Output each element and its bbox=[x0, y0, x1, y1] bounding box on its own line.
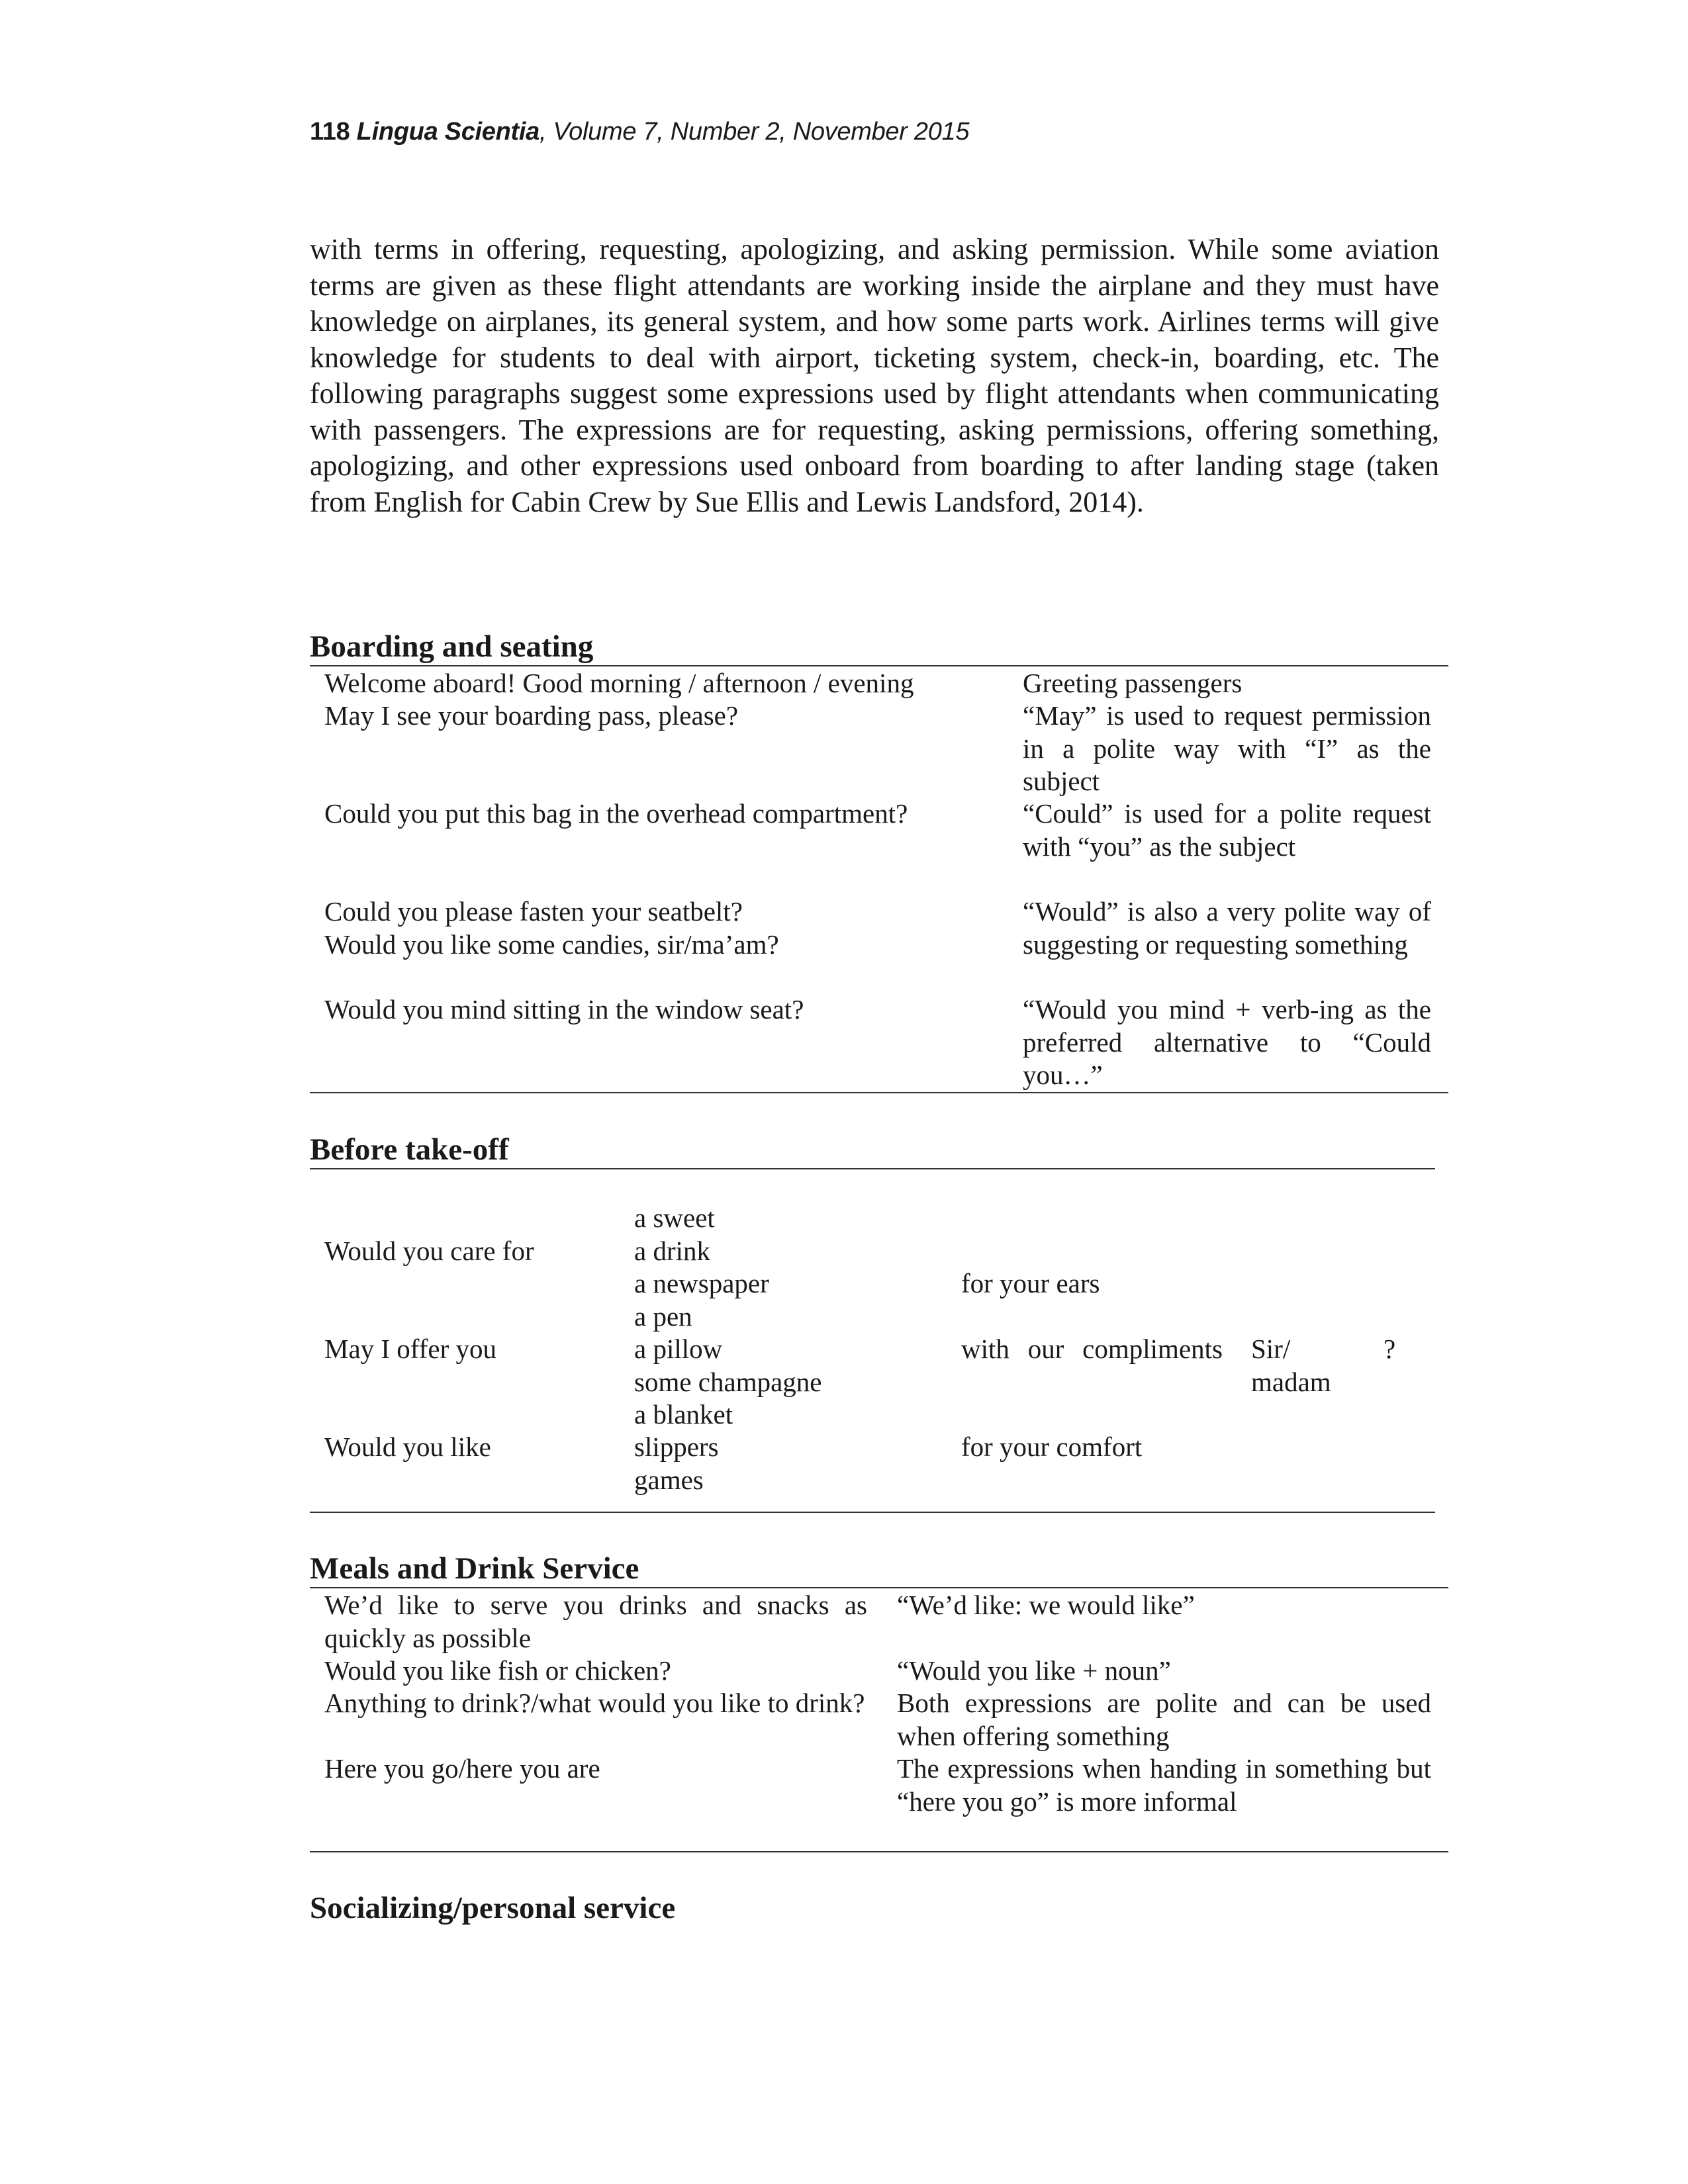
meals-row-4-note: The expressions when handing in something but “here you go” is more informal bbox=[897, 1753, 1431, 1817]
boarding-row-4-expression: Could you please fasten your seatbelt? Would you like some candies, sir/ma’am? bbox=[324, 896, 779, 960]
meals-row-3-note: Both expressions are polite and can be used when offering something bbox=[897, 1688, 1431, 1751]
takeoff-address: Sir/ madam bbox=[1251, 1334, 1331, 1397]
takeoff-item: a drink bbox=[634, 1236, 710, 1266]
takeoff-item: a newspaper bbox=[634, 1268, 769, 1298]
running-header bbox=[310, 118, 969, 146]
takeoff-purpose: for your ears bbox=[961, 1268, 1100, 1298]
boarding-row-3-note: “Could” is used for a polite request with “you” as the subject bbox=[1023, 798, 1431, 862]
boarding-row-2-note: “May” is used to request permission in a polite way with “I” as the subject bbox=[1023, 700, 1431, 796]
takeoff-item: a sweet bbox=[634, 1203, 715, 1233]
boarding-row-3-expression: Could you put this bag in the overhead compartment? bbox=[324, 798, 908, 829]
takeoff-top-rule bbox=[310, 1168, 1435, 1169]
journal-name: Lingua Scientia bbox=[356, 118, 539, 146]
meals-row-1-note: “We’d like: we would like” bbox=[897, 1590, 1195, 1620]
takeoff-opener: Would you like bbox=[324, 1432, 491, 1462]
takeoff-question-mark: ? bbox=[1383, 1334, 1396, 1364]
meals-row-1-expression: We’d like to serve you drinks and snacks as quickly as possible bbox=[324, 1590, 867, 1653]
issue-info: , Volume 7, Number 2, November 2015 bbox=[539, 118, 970, 146]
boarding-row-5-expression: Would you mind sitting in the window seat? bbox=[324, 994, 804, 1024]
section-title-socializing: Socializing/personal service bbox=[310, 1891, 676, 1925]
meals-row-2-note: “Would you like + noun” bbox=[897, 1655, 1171, 1686]
takeoff-item: a pillow bbox=[634, 1334, 723, 1364]
takeoff-item: a blanket bbox=[634, 1399, 733, 1430]
intro-paragraph: with terms in offering, requesting, apologizing, and asking permission. While some aviation terms are given as these flight attendants are working inside the airplane and they must have knowledge on airplanes, its general system, and how some parts work. Airlines terms will give knowledge for students to deal with airport, ticketing system, check-in, boarding, etc. The following paragraphs suggest some expressions used by flight attendants when communicating with passengers. The expressions are for requesting, asking permissions, offering something, apologizing, and other expressions used onboard from boarding to after landing stage (taken from English for Cabin Crew by Sue Ellis and Lewis Landsford, 2014). bbox=[310, 233, 1439, 518]
boarding-row-4-note: “Would” is also a very polite way of suggesting or requesting something bbox=[1023, 896, 1431, 960]
meals-row-4-expression: Here you go/here you are bbox=[324, 1753, 600, 1784]
meals-row-2-expression: Would you like fish or chicken? bbox=[324, 1655, 671, 1686]
takeoff-opener: Would you care for bbox=[324, 1236, 534, 1266]
takeoff-item: a pen bbox=[634, 1301, 692, 1332]
boarding-row-1-note: Greeting passengers bbox=[1023, 668, 1243, 698]
meals-top-rule bbox=[310, 1587, 1448, 1588]
takeoff-bottom-rule bbox=[310, 1512, 1435, 1513]
boarding-row-5-note: “Would you mind + verb-ing as the preferred alternative to “Could you…” bbox=[1023, 994, 1431, 1090]
takeoff-item: slippers bbox=[634, 1432, 719, 1462]
takeoff-opener: May I offer you bbox=[324, 1334, 496, 1364]
takeoff-item: some champagne bbox=[634, 1367, 822, 1397]
meals-bottom-rule bbox=[310, 1851, 1448, 1852]
section-title-takeoff: Before take-off bbox=[310, 1132, 509, 1167]
takeoff-purpose: for your comfort bbox=[961, 1432, 1143, 1462]
section-title-boarding: Boarding and seating bbox=[310, 629, 594, 664]
boarding-row-1-expression: Welcome aboard! Good morning / afternoon / evening bbox=[324, 668, 914, 698]
boarding-row-2-expression: May I see your boarding pass, please? bbox=[324, 700, 739, 731]
boarding-top-rule bbox=[310, 665, 1448, 666]
page-number: 118 bbox=[310, 118, 350, 146]
takeoff-purpose: with our compliments bbox=[961, 1334, 1223, 1364]
takeoff-item: games bbox=[634, 1465, 704, 1495]
boarding-bottom-rule bbox=[310, 1092, 1448, 1093]
meals-row-3-expression: Anything to drink?/what would you like to drink? bbox=[324, 1688, 865, 1718]
section-title-meals: Meals and Drink Service bbox=[310, 1551, 639, 1586]
